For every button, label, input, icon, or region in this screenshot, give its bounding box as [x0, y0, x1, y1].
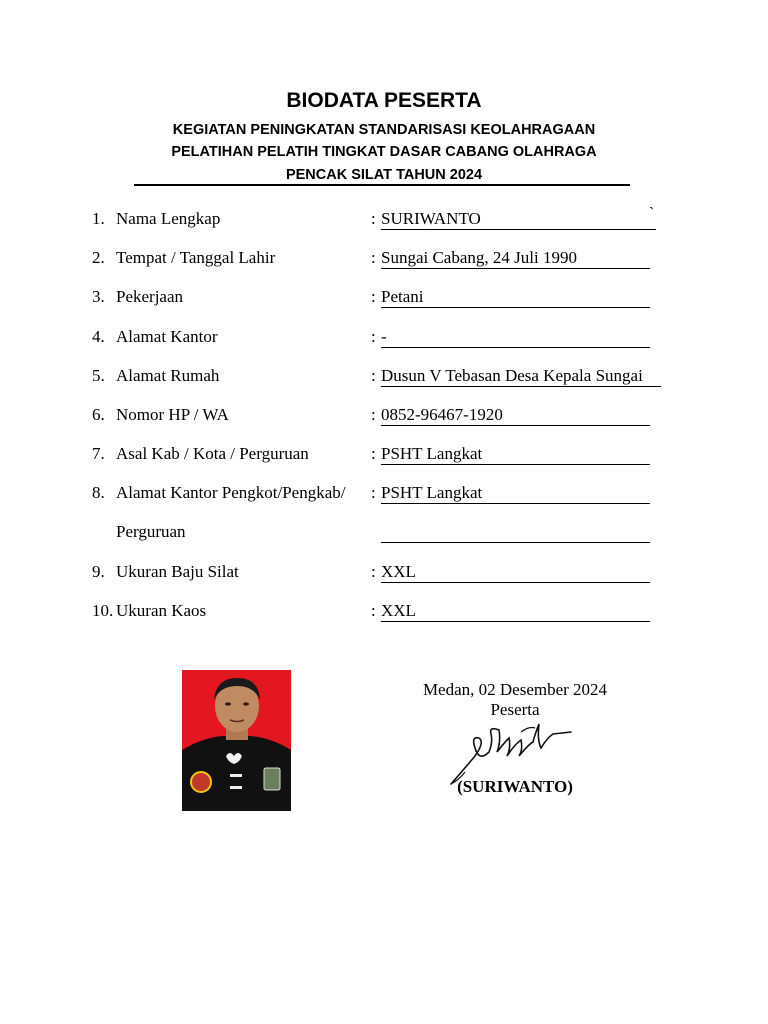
- field-row-asal: [0, 444, 768, 468]
- subtitle-line-1: KEGIATAN PENINGKATAN STANDARISASI KEOLAHRAGAAN: [172, 122, 596, 138]
- field-value: XXL: [381, 601, 416, 620]
- field-colon: :: [371, 405, 376, 424]
- field-number: 4.: [92, 327, 105, 346]
- field-colon: :: [371, 248, 376, 267]
- field-row-nomor-hp: [0, 405, 768, 429]
- field-label: Asal Kab / Kota / Perguruan: [116, 444, 309, 463]
- field-value: SURIWANTO: [381, 209, 481, 228]
- field-underline: [381, 268, 650, 269]
- field-label: Tempat / Tanggal Lahir: [116, 248, 276, 267]
- field-value: XXL: [381, 562, 416, 581]
- field-row-alamat-kantor: [0, 327, 768, 351]
- field-underline: [381, 542, 650, 543]
- document-title: BIODATA PESERTA: [286, 89, 482, 112]
- field-row-pekerjaan: [0, 287, 768, 311]
- field-underline: [381, 386, 661, 387]
- field-row-kaos: [0, 601, 768, 625]
- field-number: 8.: [92, 483, 105, 502]
- field-colon: :: [371, 483, 376, 502]
- field-colon: :: [371, 444, 376, 463]
- field-number: 2.: [92, 248, 105, 267]
- field-label: Perguruan: [116, 522, 186, 541]
- field-label: Ukuran Kaos: [116, 601, 207, 620]
- field-colon: :: [371, 287, 376, 306]
- field-row-alamat-rumah: [0, 366, 768, 390]
- field-row-baju: [0, 562, 768, 586]
- field-value: Sungai Cabang, 24 Juli 1990: [381, 248, 577, 267]
- field-label: Pekerjaan: [116, 287, 184, 306]
- field-number: 9.: [92, 562, 105, 581]
- field-row-ttl: [0, 248, 768, 272]
- stray-mark: `: [649, 205, 655, 222]
- field-underline: [381, 425, 650, 426]
- field-value: PSHT Langkat: [381, 483, 483, 502]
- field-colon: :: [371, 327, 376, 346]
- field-value: PSHT Langkat: [381, 444, 483, 463]
- field-number: 6.: [92, 405, 105, 424]
- field-label: Alamat Kantor: [116, 327, 218, 346]
- field-number: 3.: [92, 287, 105, 306]
- field-underline: [381, 621, 650, 622]
- field-number: 7.: [92, 444, 105, 463]
- signature-name: (SURIWANTO): [457, 777, 573, 796]
- subtitle-line-3: PENCAK SILAT TAHUN 2024: [285, 167, 483, 183]
- field-number: 1.: [92, 209, 105, 228]
- field-colon: :: [371, 209, 376, 228]
- field-label: Nomor HP / WA: [116, 405, 229, 424]
- field-colon: :: [371, 562, 376, 581]
- field-colon: :: [371, 366, 376, 385]
- field-label: Alamat Rumah: [116, 366, 220, 385]
- signature-role: Peserta: [490, 700, 540, 719]
- field-underline: [381, 307, 650, 308]
- field-number: 5.: [92, 366, 105, 385]
- field-underline: [381, 347, 650, 348]
- field-value: -: [381, 327, 387, 346]
- field-row-alamat-pengkot: [0, 483, 768, 507]
- field-underline: [381, 503, 650, 504]
- header-divider: [134, 184, 630, 186]
- field-value: Petani: [381, 287, 424, 306]
- field-label: Alamat Kantor Pengkot/Pengkab/: [116, 483, 346, 502]
- field-row-nama: [0, 205, 768, 233]
- field-colon: :: [371, 601, 376, 620]
- field-label: Nama Lengkap: [116, 209, 221, 228]
- field-value: Dusun V Tebasan Desa Kepala Sungai: [381, 366, 643, 385]
- participant-photo: [182, 670, 291, 811]
- signature-place-date: Medan, 02 Desember 2024: [422, 680, 608, 699]
- field-underline: [381, 582, 650, 583]
- field-number: 10.: [92, 601, 114, 620]
- field-value: 0852-96467-1920: [381, 405, 503, 424]
- field-label: Ukuran Baju Silat: [116, 562, 239, 581]
- subtitle-line-2: PELATIHAN PELATIH TINGKAT DASAR CABANG OLAHRAGA: [171, 144, 597, 160]
- field-row-perguruan-cont: [0, 522, 768, 546]
- field-underline: [381, 229, 656, 230]
- field-underline: [381, 464, 650, 465]
